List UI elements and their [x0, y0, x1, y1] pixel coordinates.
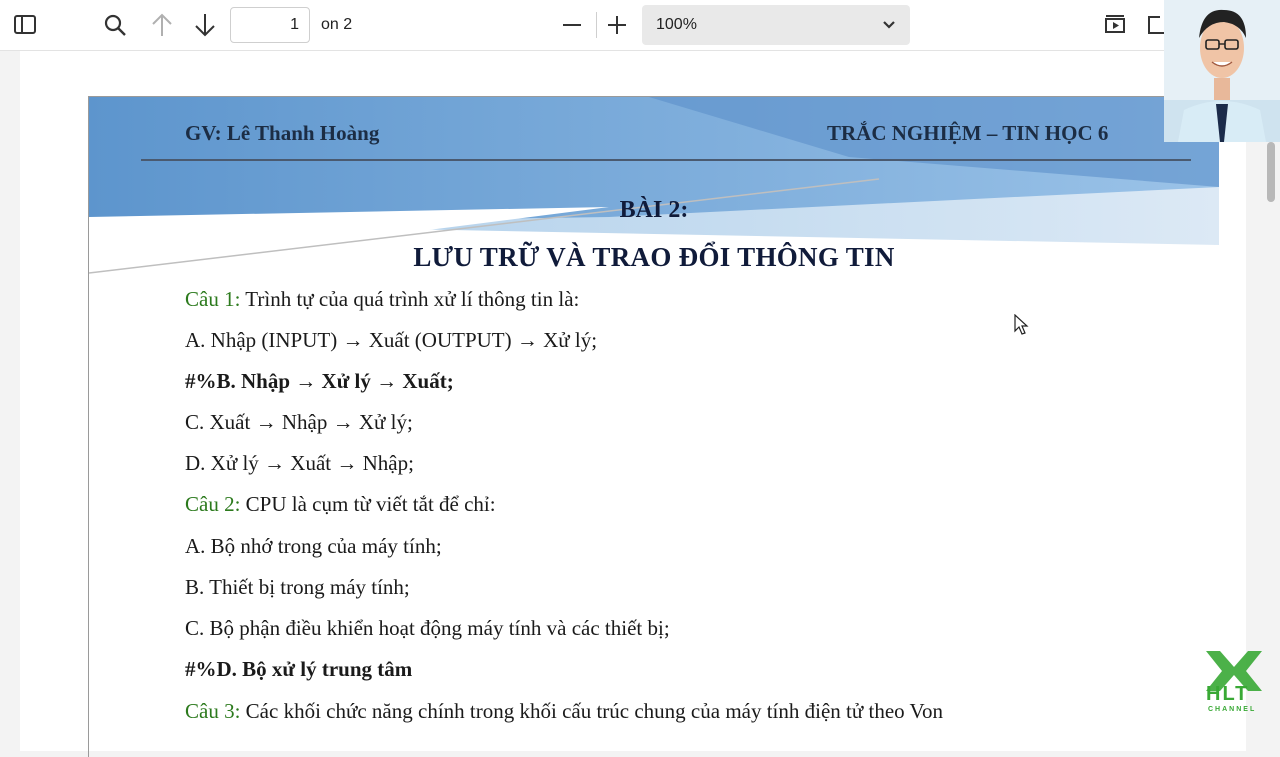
presenter-video: [1164, 0, 1280, 142]
zoom-out-button[interactable]: [555, 8, 589, 42]
present-icon: [1103, 14, 1127, 36]
option-d-correct: #%D. Bộ xử lý trung tâm: [185, 657, 413, 681]
lesson-number: BÀI 2:: [619, 197, 689, 223]
option-b-correct: #%B. Nhập → Xử lý → Xuất;: [185, 369, 454, 393]
question-label: Câu 3:: [185, 699, 241, 723]
question-label: Câu 1:: [185, 287, 241, 311]
question-label: Câu 2:: [185, 492, 241, 516]
zoom-dropdown[interactable]: [642, 5, 910, 45]
option-d: D. Xử lý → Xuất → Nhập;: [185, 451, 414, 475]
sidebar-toggle-button[interactable]: [8, 8, 42, 42]
mouse-cursor-icon: [1014, 314, 1030, 336]
chevron-down-icon: [882, 20, 896, 30]
document-viewer[interactable]: [0, 51, 1280, 723]
presentation-mode-button[interactable]: [1098, 8, 1132, 42]
header-teacher: GV: Lê Thanh Hoàng: [185, 121, 380, 145]
question-2: [185, 492, 496, 517]
option-a: A. Nhập (INPUT) → Xuất (OUTPUT) → Xử lý;: [185, 328, 598, 352]
header-subject: TRẮC NGHIỆM – TIN HỌC 6: [827, 121, 1109, 145]
question-text: CPU là cụm từ viết tắt để chỉ:: [240, 492, 496, 516]
option-c: C. Bộ phận điều khiển hoạt động máy tính và các thiết bị;: [185, 616, 670, 640]
question-3: [185, 699, 943, 724]
next-page-button[interactable]: [188, 8, 222, 42]
zoom-in-button[interactable]: [600, 8, 634, 42]
question-1: [185, 287, 579, 312]
option-a: A. Bộ nhớ trong của máy tính;: [185, 534, 442, 558]
page-count-label: on 2: [321, 16, 353, 33]
page-content: [88, 96, 1219, 757]
header-rule: [141, 159, 1191, 161]
channel-logo-text: HLT: [1206, 683, 1250, 705]
search-icon: [103, 13, 127, 37]
minus-icon: [561, 14, 583, 36]
webcam-overlay: [1164, 0, 1280, 142]
arrow-up-icon: [150, 12, 174, 38]
lesson-title: LƯU TRỮ VÀ TRAO ĐỔI THÔNG TIN: [413, 242, 895, 272]
channel-logo-subtext: CHANNEL: [1208, 706, 1257, 713]
question-text: Các khối chức năng chính trong khối cấu trúc chung của máy tính điện tử theo Von: [240, 699, 943, 723]
pdf-page: [20, 51, 1246, 751]
sidebar-toggle-icon: [13, 14, 37, 36]
option-b: B. Thiết bị trong máy tính;: [185, 575, 410, 599]
question-text: Trình tự của quá trình xử lí thông tin là:: [240, 287, 580, 311]
previous-page-button[interactable]: [145, 8, 179, 42]
page-number-input[interactable]: [230, 7, 310, 43]
arrow-down-icon: [193, 12, 217, 38]
pdf-toolbar: [0, 0, 1280, 51]
plus-icon: [606, 14, 628, 36]
toolbar-divider: [596, 12, 597, 38]
zoom-value: 100%: [656, 16, 697, 33]
option-c: C. Xuất → Nhập → Xử lý;: [185, 410, 413, 434]
search-button[interactable]: [98, 8, 132, 42]
scrollbar-thumb[interactable]: [1267, 142, 1275, 202]
